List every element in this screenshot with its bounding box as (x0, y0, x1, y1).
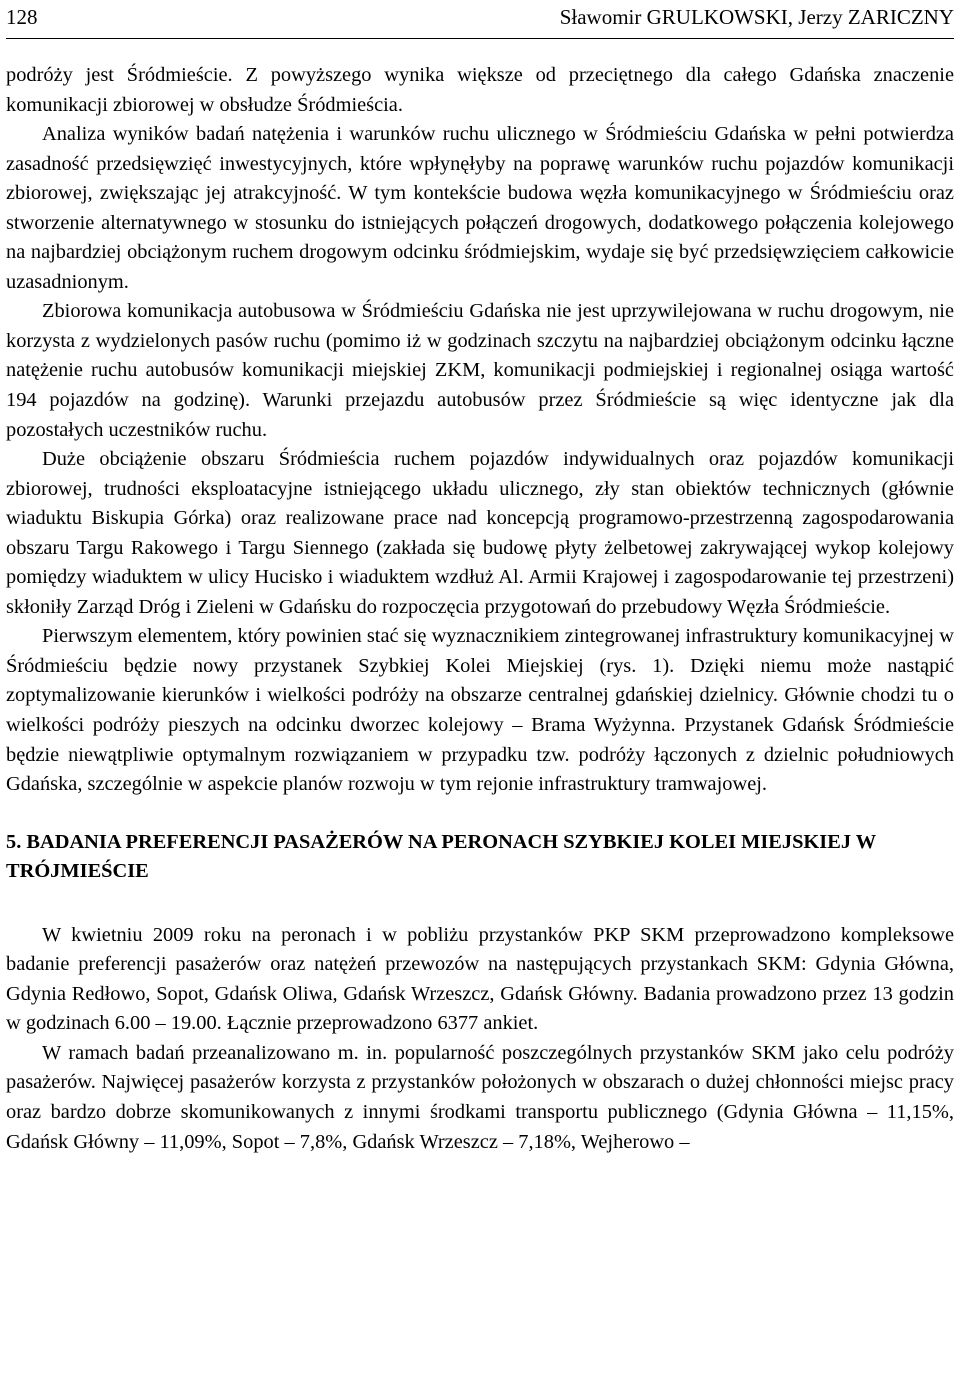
running-header (6, 0, 954, 39)
running-header-authors: Sławomir GRULKOWSKI, Jerzy ZARICZNY (559, 5, 954, 29)
document-page (6, 0, 954, 1157)
page-number: 128 (6, 5, 38, 29)
paragraph: Analiza wyników badań natężenia i warunków ruchu ulicznego w Śródmieściu Gdańska w pełni potwierdza zasadność przedsięwzięć inwestycyjnych, które wpłynęłyby na poprawę warunków ruchu pojazdów komunikacji zbiorowej, zwiększając jej atrakcyjność. W tym kontekście budowa węzła komunikacyjnego w Śródmieściu oraz stworzenie alternatywnego w stosunku do istniejących połączeń drogowych, dodatkowego połączenia kolejowego na najbardziej obciążonym ruchem drogowym odcinku śródmiejskim, wydaje się być przedsięwzięciem całkowicie uzasadnionym. (6, 123, 954, 293)
paragraph-continuation: podróży jest Śródmieście. Z powyższego wynika większe od przeciętnego dla całego Gdańska znaczenie komunikacji zbiorowej w obsłudze Śródmieścia. (6, 64, 954, 116)
paragraph: W ramach badań przeanalizowano m. in. popularność poszczególnych przystanków SKM jako celu podróży pasażerów. Najwięcej pasażerów korzysta z przystanków położonych w obszarach o dużej chłonności miejsc pracy oraz bardzo dobrze skomunikowanych z innymi środkami transportu publicznego (Gdynia Główna – 11,15%, Gdańsk Główny – 11,09%, Sopot – 7,8%, Gdańsk Wrzeszcz – 7,18%, Wejherowo – (6, 1041, 954, 1153)
paragraph: Duże obciążenie obszaru Śródmieścia ruchem pojazdów indywidualnych oraz pojazdów komunikacji zbiorowej, trudności eksploatacyjne istniejącego układu ulicznego, zły stan obiektów technicznych (głównie wiaduktu Biskupia Górka) oraz realizowane prace nad koncepcją programowo-przestrzenną zagospodarowania obszaru Targu Rakowego i Targu Siennego (zakłada się budowę płyty żelbetowej zakrywającej wykop kolejowy pomiędzy wiaduktem w ulicy Hucisko i wiaduktem wzdłuż Al. Armii Krajowej i zagospodarowanie tej przestrzeni) skłoniły Zarząd Dróg i Zieleni w Gdańsku do rozpoczęcia przygotowań do przebudowy Węzła Śródmieście. (6, 448, 954, 618)
paragraph: Pierwszym elementem, który powinien stać się wyznacznikiem zintegrowanej infrastruktury komunikacyjnej w Śródmieściu będzie nowy przystanek Szybkiej Kolei Miejskiej (rys. 1). Dzięki niemu może nastąpić zoptymalizowanie kierunków i wielkości podróży na obszarze centralnej gdańskiej dzielnicy. Głównie chodzi tu o wielkości podróży pieszych na odcinku dworzec kolejowy – Brama Wyżynna. Przystanek Gdańsk Śródmieście będzie niewątpliwie optymalnym rozwiązaniem w przypadku tzw. podróży łączonych z dzielnic południowych Gdańska, szczególnie w aspekcie planów rozwoju w tym rejonie infrastruktury tramwajowej. (6, 625, 954, 796)
paragraph: W kwietniu 2009 roku na peronach i w pobliżu przystanków PKP SKM przeprowadzono kompleksowe badanie preferencji pasażerów oraz natężeń przewozów na następujących przystankach SKM: Gdynia Główna, Gdynia Redłowo, Sopot, Gdańsk Oliwa, Gdańsk Wrzeszcz, Gdańsk Główny. Badania prowadzono przez 13 godzin w godzinach 6.00 – 19.00. Łącznie przeprowadzono 6377 ankiet. (6, 923, 954, 1035)
paragraph: Zbiorowa komunikacja autobusowa w Śródmieściu Gdańska nie jest uprzywilejowana w ruchu drogowym, nie korzysta z wydzielonych pasów ruchu (pomimo iż w godzinach szczytu na najbardziej obciążonym odcinku łączne natężenie ruchu autobusów komunikacji miejskiej ZKM, komunikacji podmiejskiej i regionalnej osiąga wartość 194 pojazdów na godzinę). Warunki przejazdu autobusów przez Śródmieście są więc identyczne jak dla pozostałych uczestników ruchu. (6, 300, 954, 441)
body-text (6, 61, 954, 1157)
section-heading: 5. BADANIA PREFERENCJI PASAŻERÓW NA PERONACH SZYBKIEJ KOLEI MIEJSKIEJ W TRÓJMIEŚCIE (6, 830, 876, 883)
